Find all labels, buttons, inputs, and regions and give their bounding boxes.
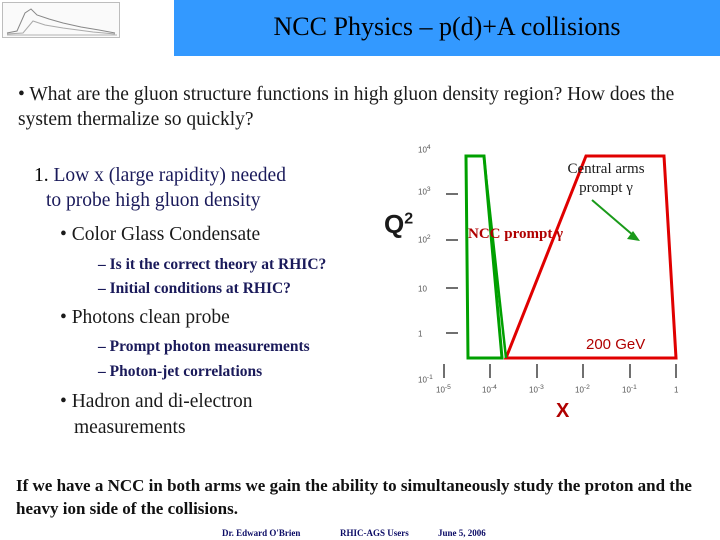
- x-tick-label: $10^{-1}$: [622, 384, 637, 395]
- arrow-icon: [592, 200, 640, 241]
- footer-author: Dr. Edward O'Brien: [222, 528, 301, 538]
- y-tick-label: $10^4$: [418, 144, 431, 155]
- bottom-summary: If we have a NCC in both arms we gain the ability to simultaneously study the proton and the heavy ion side of the collisions.: [16, 476, 692, 518]
- slide-title: NCC Physics – p(d)+A collisions: [273, 12, 621, 41]
- bullet-cgc: • Color Glass Condensate: [60, 224, 261, 245]
- y-tick-label: 10: [418, 284, 427, 294]
- x-tick-label: 1: [674, 385, 679, 395]
- x-tick-marks: [444, 364, 676, 378]
- footer-date: June 5, 2006: [438, 528, 486, 538]
- central-arms-label: Central arms prompt γ: [567, 161, 645, 196]
- intro-question: • What are the gluon structure functions in high gluon density region? How does the system thermalize so quickly?: [18, 84, 675, 130]
- bullet-photons: • Photons clean probe: [60, 307, 230, 328]
- item-1-number: 1.: [34, 165, 49, 186]
- item-1-line-2: to probe high gluon density: [46, 190, 261, 211]
- x-tick-label: $10^{-4}$: [482, 384, 497, 395]
- ncc-region: [466, 156, 502, 358]
- cgc-sub-2: – Initial conditions at RHIC?: [98, 280, 291, 297]
- y-tick-label: $10^2$: [418, 234, 431, 245]
- bullet-hadron: • Hadron and di-electron: [60, 391, 253, 412]
- x-tick-label: $10^{-3}$: [529, 384, 544, 395]
- y-tick-label: 1: [418, 329, 423, 339]
- y-tick-marks: [446, 194, 458, 333]
- photon-sub-1: – Prompt photon measurements: [98, 338, 310, 355]
- bullet-hadron-cont: measurements: [74, 417, 186, 438]
- x-axis-label: X: [556, 400, 570, 422]
- x-tick-label: $10^{-2}$: [575, 384, 590, 395]
- x-tick-label: $10^{-5}$: [436, 384, 451, 395]
- y-tick-label: $10^{-1}$: [418, 374, 433, 385]
- cgc-sub-1: – Is it the correct theory at RHIC?: [98, 256, 327, 273]
- item-1-line-1: Low x (large rapidity) needed: [53, 165, 286, 186]
- y-axis-label: $Q^2$: [384, 209, 414, 239]
- y-tick-label: $10^3$: [418, 186, 431, 197]
- photon-sub-2: – Photon-jet correlations: [98, 363, 263, 380]
- energy-label: 200 GeV: [586, 336, 646, 353]
- ncc-prompt-label: NCC prompt γ: [468, 226, 564, 242]
- footer-meeting: RHIC-AGS Users: [340, 528, 409, 538]
